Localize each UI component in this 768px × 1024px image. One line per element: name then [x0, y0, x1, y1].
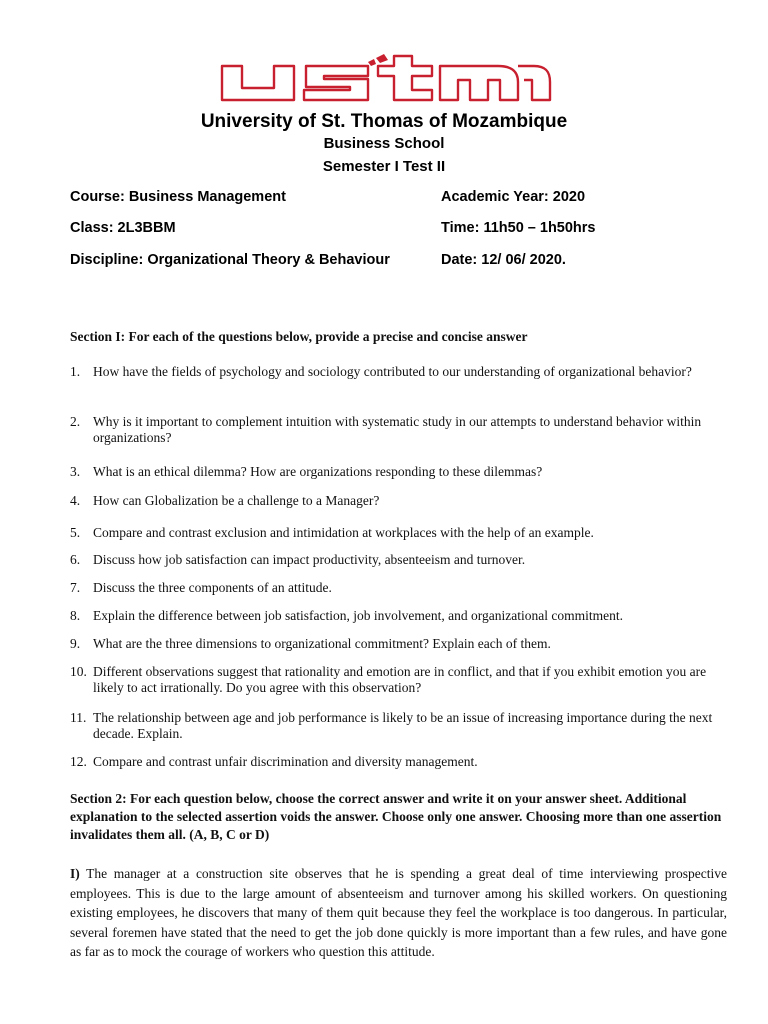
question-text: Explain the difference between job satisfaction, job involvement, and organizational commitment. [93, 608, 623, 623]
time-label: Time: 11h50 – 1h50hrs [441, 220, 596, 236]
ustm-logo-icon [218, 52, 553, 104]
school-name: Business School [323, 135, 445, 152]
question-item [70, 552, 720, 568]
question-item [70, 525, 720, 541]
question-item [70, 664, 720, 696]
question-text: What are the three dimensions to organizational commitment? Explain each of them. [93, 636, 551, 651]
question-item [70, 414, 720, 446]
question-item [70, 636, 720, 652]
question-number: 7. [70, 580, 81, 595]
question-number: 10. [70, 664, 87, 679]
question-item [70, 364, 720, 380]
question-text: What is an ethical dilemma? How are organizations responding to these dilemmas? [93, 464, 543, 479]
question-I-paragraph [70, 864, 727, 962]
section2-heading: Section 2: For each question below, choose the correct answer and write it on your answer sheet. Additional explanation to the selected assertion voids the answer. Choose only one answer. Choosing more than one assertion invalidates them all. (A, B, C or D) [70, 791, 722, 842]
question-number: 3. [70, 464, 81, 479]
question-I-label: I) [70, 866, 80, 881]
question-number: 6. [70, 552, 81, 567]
question-text: Why is it important to complement intuition with systematic study in our attempts to understand behavior within organizations? [93, 414, 702, 445]
question-item [70, 754, 720, 770]
question-number: 12. [70, 754, 87, 769]
question-text: The relationship between age and job performance is likely to be an issue of increasing importance during the next decade. Explain. [93, 710, 713, 741]
discipline-label: Discipline: Organizational Theory & Behaviour [70, 252, 390, 268]
question-item [70, 493, 720, 509]
section1-heading: Section I: For each of the questions below, provide a precise and concise answer [70, 329, 528, 344]
question-number: 5. [70, 525, 81, 540]
test-title: Semester I Test II [322, 158, 446, 175]
question-text: Compare and contrast unfair discrimination and diversity management. [93, 754, 478, 769]
question-I-text: The manager at a construction site observes that he is spending a great deal of time interviewing prospective employees. This is due to the large amount of absenteeism and turnover among his skilled workers. On questioning existing employees, he discovers that many of them quit because they feel the workplace is too dangerous. In particular, several foremen have stated that the need to get the job done quickly is more important than a few rules, and have gone as far as to mock the courage of workers who question this attitude. [70, 866, 727, 959]
question-number: 9. [70, 636, 81, 651]
question-number: 4. [70, 493, 81, 508]
question-text: Different observations suggest that rationality and emotion are in conflict, and that if you exhibit emotion you are likely to act irrationally. Do you agree with this observation? [93, 664, 707, 695]
question-item [70, 608, 720, 624]
question-text: Compare and contrast exclusion and intimidation at workplaces with the help of an example. [93, 525, 594, 540]
question-item [70, 710, 720, 742]
question-number: 11. [70, 710, 87, 725]
question-item [70, 464, 720, 480]
question-text: Discuss how job satisfaction can impact productivity, absenteeism and turnover. [93, 552, 526, 567]
date-label: Date: 12/ 06/ 2020. [441, 252, 566, 268]
university-name: University of St. Thomas of Mozambique [200, 111, 568, 132]
question-text: Discuss the three components of an attitude. [93, 580, 332, 595]
question-text: How have the fields of psychology and sociology contributed to our understanding of organizational behavior? [93, 364, 692, 379]
academic-year-label: Academic Year: 2020 [441, 189, 586, 205]
question-number: 8. [70, 608, 81, 623]
course-label: Course: Business Management [70, 189, 286, 205]
question-number: 1. [70, 364, 81, 379]
class-label: Class: 2L3BBM [70, 220, 176, 236]
question-item [70, 580, 720, 596]
question-text: How can Globalization be a challenge to a Manager? [93, 493, 380, 508]
question-number: 2. [70, 414, 81, 429]
